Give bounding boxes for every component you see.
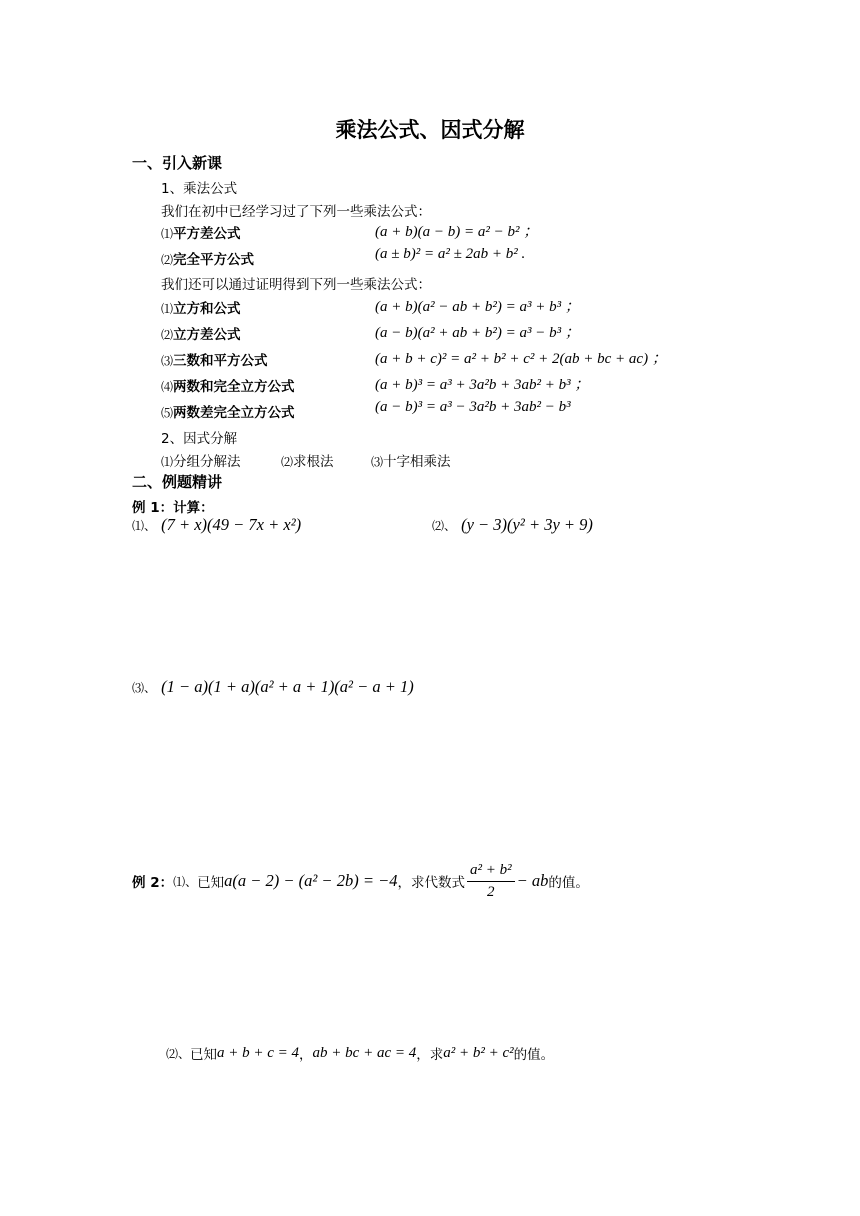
- item-number: ⑵、: [432, 519, 457, 533]
- formula-number: ⑷: [161, 380, 174, 394]
- formula-label: 三数和平方公式: [173, 353, 268, 369]
- formula-expression: (a + b + c)² = a² + b² + c² + 2(ab + bc + ac) ；: [375, 351, 667, 367]
- section-heading-examples: 二、例题精讲: [132, 473, 223, 491]
- item-number: ⑴、: [173, 874, 198, 889]
- method-label: 十字相乘法: [383, 454, 451, 470]
- expression-tail: − ab: [516, 871, 549, 890]
- text: 的值。: [548, 875, 589, 891]
- condition-expression: a + b + c = 4: [217, 1044, 300, 1061]
- method-label: 求根法: [293, 454, 334, 470]
- formula-number: ⑴: [161, 302, 174, 316]
- fraction-denominator: 2: [487, 883, 495, 900]
- item-number: ⑴、: [132, 519, 157, 533]
- item-expression: (1 − a)(1 + a)(a² + a + 1)(a² − a + 1): [161, 677, 414, 696]
- formula-row-sum-cube: [161, 375, 295, 395]
- condition-expression: ab + bc + ac = 4: [312, 1044, 417, 1061]
- formula-row-three-sum-square: [161, 349, 268, 369]
- intro-text-2: 我们还可以通过证明得到下列一些乘法公式：: [161, 277, 431, 293]
- text: ，求代数式: [397, 875, 465, 891]
- formula-expression: (a ± b)² = a² ± 2ab + b² .: [375, 246, 526, 262]
- example-2-part-2: [166, 1043, 554, 1063]
- method-label: 分组分解法: [173, 454, 241, 470]
- formula-number: ⑶: [161, 354, 174, 368]
- formula-label: 两数和完全立方公式: [173, 379, 295, 395]
- formula-row-sum-of-cubes: [161, 297, 241, 317]
- formula-label: 立方差公式: [173, 327, 241, 343]
- condition-expression: a(a − 2) − (a² − 2b) = −4: [224, 871, 398, 890]
- formula-number: ⑸: [161, 406, 174, 420]
- formula-row-difference-of-squares: [161, 222, 241, 242]
- text: 的值。: [513, 1047, 555, 1063]
- formula-number: ⑴: [161, 227, 174, 241]
- text: 已知: [197, 875, 225, 891]
- item-number: ⑶、: [132, 681, 157, 695]
- method-number: ⑴: [161, 455, 174, 469]
- formula-row-difference-of-cubes: [161, 323, 241, 343]
- subheading-multiplication-formulas: 1、乘法公式: [161, 181, 238, 197]
- method-root: [281, 450, 334, 470]
- intro-text-1: 我们在初中已经学习过了下列一些乘法公式：: [161, 204, 431, 220]
- target-expression: a² + b² + c²: [443, 1044, 514, 1061]
- formula-number: ⑵: [161, 253, 174, 267]
- fraction: [467, 862, 515, 901]
- example-2-part-1: [132, 856, 589, 906]
- formula-label: 立方和公式: [173, 301, 241, 317]
- formula-expression: (a + b)(a − b) = a² − b² ；: [375, 224, 539, 240]
- example-1-item-2: [432, 515, 593, 535]
- item-expression: (y − 3)(y² + 3y + 9): [461, 515, 593, 534]
- item-expression: (7 + x)(49 − 7x + x²): [161, 515, 302, 534]
- fraction-numerator: a² + b²: [467, 862, 515, 882]
- text: ，: [299, 1047, 313, 1063]
- formula-label: 两数差完全立方公式: [173, 405, 295, 421]
- method-cross: [371, 450, 451, 470]
- subheading-factorization: 2、因式分解: [161, 431, 238, 447]
- section-heading-intro: 一、引入新课: [132, 154, 223, 172]
- example-1-item-1: [132, 515, 301, 535]
- text: ，求: [416, 1047, 444, 1063]
- method-number: ⑵: [281, 455, 294, 469]
- text: 已知: [190, 1047, 218, 1063]
- formula-label: 完全平方公式: [173, 252, 255, 268]
- formula-label: 平方差公式: [173, 226, 241, 242]
- formula-expression: (a − b)(a² + ab + b²) = a³ − b³ ；: [375, 325, 580, 341]
- item-number: ⑵、: [166, 1046, 191, 1061]
- method-grouping: [161, 450, 241, 470]
- formula-row-difference-cube: [161, 401, 295, 421]
- formula-expression: (a + b)(a² − ab + b²) = a³ + b³ ；: [375, 299, 580, 315]
- example-2-label: 例 2：: [132, 875, 174, 891]
- formula-expression: (a − b)³ = a³ − 3a²b + 3ab² − b³: [375, 399, 571, 415]
- formula-number: ⑵: [161, 328, 174, 342]
- example-1-label: 例 1：计算：: [132, 500, 214, 516]
- method-number: ⑶: [371, 455, 384, 469]
- formula-expression: (a + b)³ = a³ + 3a²b + 3ab² + b³ ；: [375, 377, 590, 393]
- formula-row-perfect-square: [161, 248, 254, 268]
- page-title: 乘法公式、因式分解: [335, 118, 525, 142]
- example-1-item-3: [132, 677, 414, 697]
